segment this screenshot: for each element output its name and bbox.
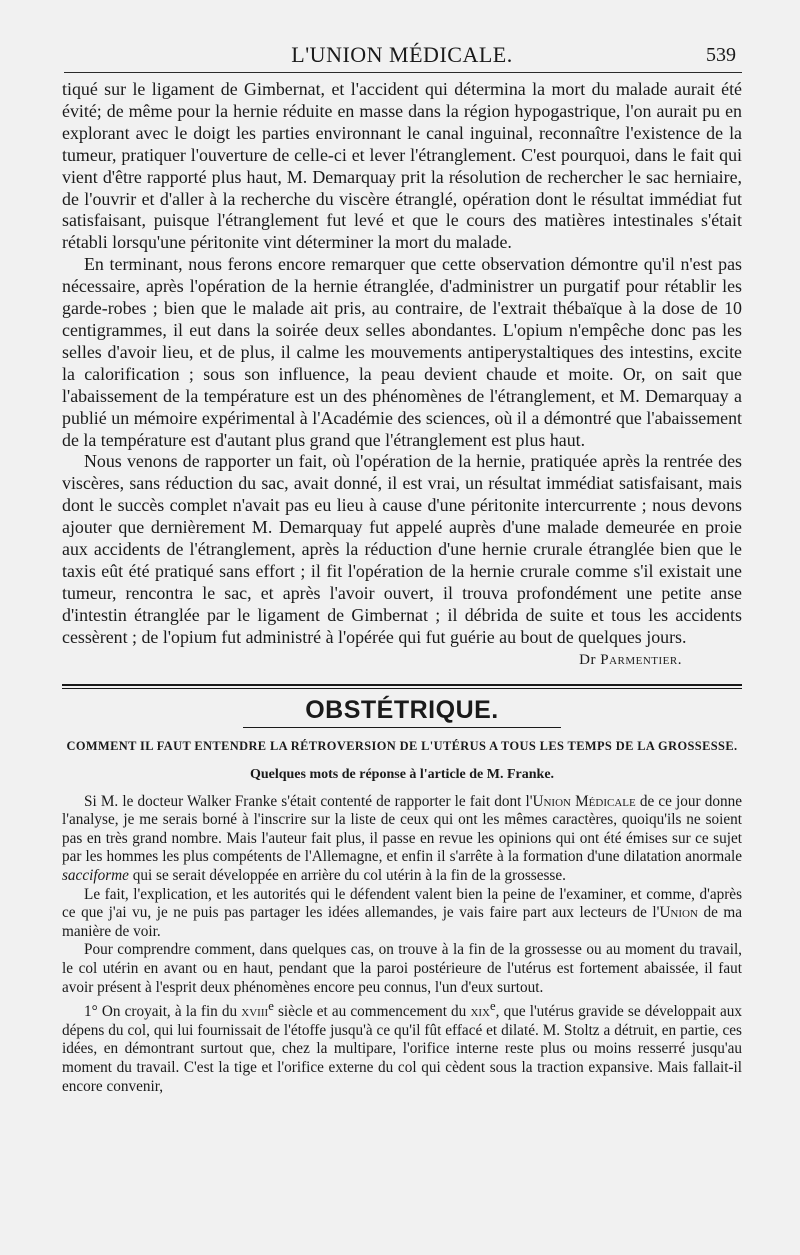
journal-name: Union [659, 904, 698, 922]
text-run: siècle et au commencement du [273, 1003, 471, 1021]
article-subtitle: Quelques mots de réponse à l'article de M. Franke. [249, 766, 555, 782]
author-signature [62, 650, 682, 670]
paragraph: Nous venons de rapporter un fait, où l'opération de la hernie, pratiquée après la rentrée des viscères, sans réduction du sac, avait donné, il est vrai, un résultat immédiat satisfaisant, mais dont le succès complet n'avait pas eu lieu à cause d'une péritonite intercurrente ; nous devons ajouter que dernièrement M. Demarquay fut appelé auprès d'une malade demeurée en proie aux accidents de l'étranglement, après la réduction d'une hernie crurale étranglée bien que le taxis eût été pratiqué sans effort ; il fit l'opération de la hernie crurale comme s'il existait une tumeur, rencontra le sac, et après l'avoir ouvert, il trouva profondément une petite anse d'intestin étranglée par le ligament de Gimbernat ; il débrida de suite et tous les accidents cessèrent ; de l'opium fut administré à l'opérée qui fut guérie au bout de quelques jours. [62, 451, 742, 647]
text-run: Le fait, l'explication, et les autorités qui le défendent valent bien la peine de l'examiner, et comme, d'après ce que j'ai vu, je ne puis pas partager les idées allemandes, je vais faire part aux lecteurs de l' [62, 885, 742, 922]
century-numeral: xix [470, 1003, 490, 1021]
header-rule [64, 72, 742, 73]
running-header [62, 38, 742, 72]
journal-name: Union Médicale [532, 792, 636, 810]
text-run: de ma manière de voir. [62, 904, 742, 940]
article-title: COMMENT IL FAUT ENTENDRE LA RÉTROVERSION DE L'UTÉRUS A TOUS LES TEMPS DE LA GROSSESSE. [66, 738, 738, 753]
emphasis: sacciforme [62, 866, 129, 884]
paragraph: Pour comprendre comment, dans quelques cas, on trouve à la fin de la grossesse ou au moment du travail, le col utérin en avant ou en haut, pendant que la paroi postérieure de l'utérus est fortement abaissée, il faut avoir présent à l'esprit deux phénomènes encore peu connus, l'un d'eux surtout. [62, 941, 742, 996]
section-divider [62, 684, 742, 689]
signature-prefix: Dr [579, 651, 596, 668]
superscript: e [268, 999, 274, 1014]
paragraph [62, 886, 742, 942]
page-number: 539 [706, 44, 736, 66]
superscript: e [490, 999, 496, 1014]
page-content [62, 38, 742, 1096]
paragraph: tiqué sur le ligament de Gimbernat, et l'accident qui détermina la mort du malade aurait été évité; de même pour la hernie réduite en masse dans la région hypogastrique, l'on aurait pu en explorant avec le doigt les parties environnant le canal inguinal, reconnaître l'existence de la tumeur, pratiquer l'ouverture de celle-ci et lever l'étranglement. C'est pourquoi, dans le fait qui vient d'être rapporté plus haut, M. Demarquay prit la résolution de rechercher le sac herniaire, de l'ouvrir et d'aller à la recherche du viscère étranglé, opération dont le résultat immédiat fut satisfaisant, puisque l'étranglement fut levé et que le cours des matières intestinales s'était rétabli lorsqu'une péritonite vint déterminer la mort du malade. [62, 79, 742, 253]
article-body [62, 793, 742, 1097]
text-run: 1° On croyait, à la fin du [84, 1003, 242, 1021]
paragraph [62, 997, 742, 1096]
signature-name: Parmentier. [600, 651, 682, 668]
text-run: Si M. le docteur Walker Franke s'était contenté de rapporter le fait dont l' [84, 792, 533, 810]
section-title: OBSTÉTRIQUE. [305, 695, 499, 724]
paragraph [62, 793, 742, 886]
article-continuation [62, 79, 742, 649]
text-run: de ce jour donne l'analyse, je me serais borné à l'inscrire sur la liste de ceux qui ont les mêmes caractères, quoiqu'ils ne soient pas en très grand nombre. Mais l'auteur fait plus, il passe en revue les opinions qui ont été émises sur ce sujet par les hommes les plus compétents de l'Allemagne, et enfin il s'arrête à la formation d'une dilatation anormale [62, 792, 742, 866]
section-title-underline [243, 727, 561, 728]
paragraph: En terminant, nous ferons encore remarquer que cette observation démontre qu'il n'est pas nécessaire, après l'opération de la hernie étranglée, d'administrer un purgatif pour rétablir les garde-robes ; bien que le malade ait pris, au contraire, de l'extrait thébaïque à la dose de 10 centigrammes, il eut dans la soirée deux selles abondantes. L'opium n'empêche donc pas les selles d'avoir lieu, et de plus, il calme les mouvements antiperystaltiques des intestins, excite la calorification ; sous son influence, la peau devient chaude et moite. Or, on sait que l'abaissement de la température est un des phénomènes de l'étranglement, et M. Demarquay a publié un mémoire expérimental à l'Académie des sciences, où il a démontré que l'abaissement de la température est d'autant plus grand que l'étranglement est plus haut. [62, 254, 742, 450]
running-title: L'UNION MÉDICALE. [291, 42, 513, 67]
text-run: , que l'utérus gravide se développait aux dépens du col, qui lui fournissait de l'étoffe jusqu'à ce qu'il fût effacé et dilaté. M. Stoltz a détruit, en partie, ces idées, en démontrant surtout que, chez la multipare, l'orifice interne reste plus ou moins resserré jusqu'au moment du travail. C'est la tige et l'orifice externe du col qui cèdent sous la traction expansive. Mais fallait-il encore convenir, [62, 1003, 743, 1095]
text-run: qui se serait développée en arrière du col utérin à la fin de la grossesse. [128, 866, 566, 884]
century-numeral: xviii [241, 1003, 269, 1021]
